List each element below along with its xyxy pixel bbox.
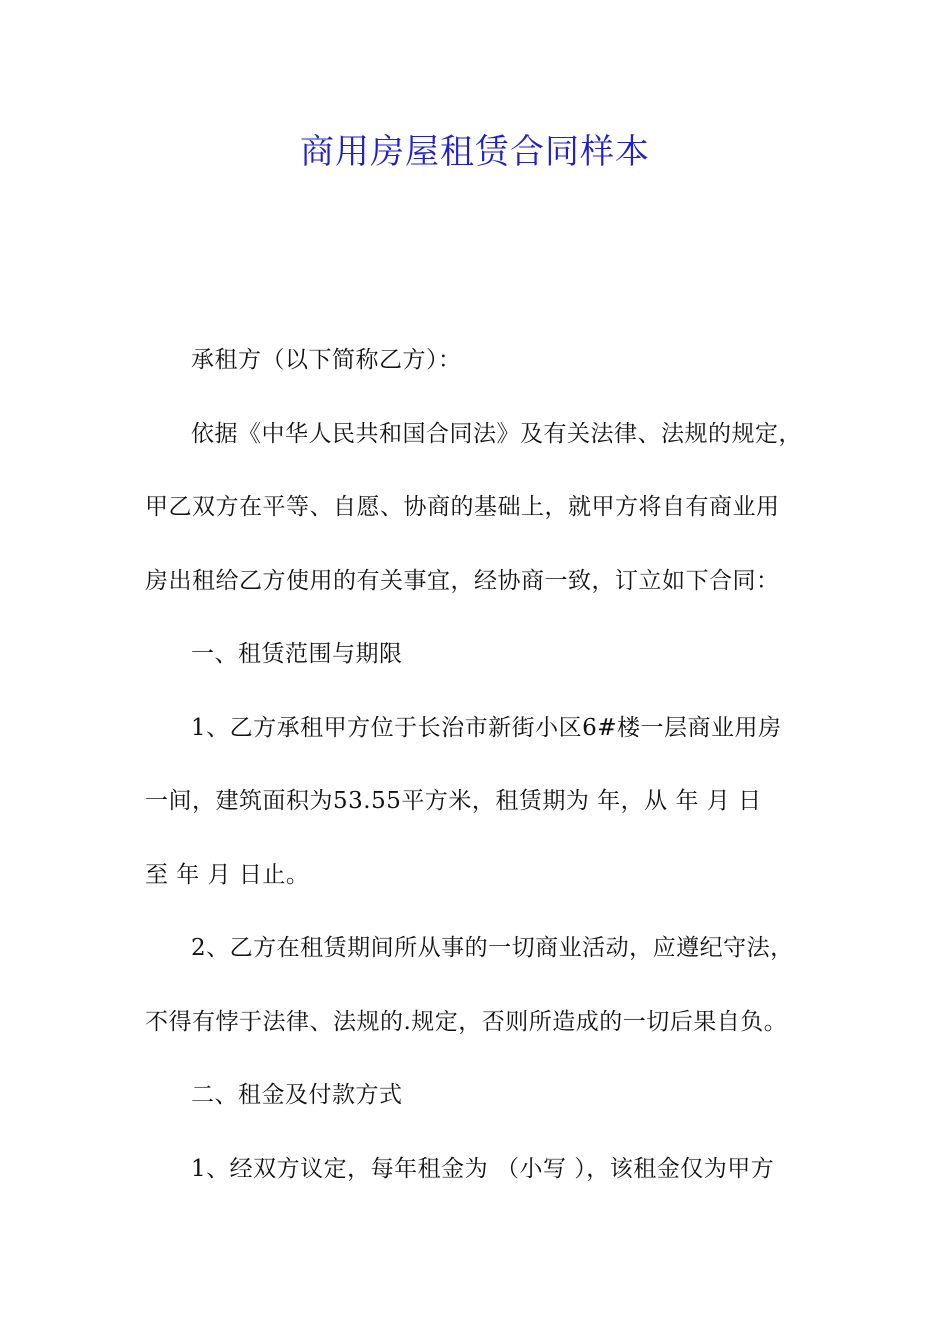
paragraph-line: 依据《中华人民共和国合同法》及有关法律、法规的规定， bbox=[191, 420, 802, 447]
section-heading: 一、租赁范围与期限 bbox=[191, 641, 403, 667]
paragraph-line: 甲乙双方在平等、自愿、协商的基础上，就甲方将自有商业用 bbox=[145, 494, 780, 520]
paragraph-line: 不得有悖于法律、法规的.规定，否则所造成的一切后果自负。 bbox=[145, 1008, 788, 1035]
contract-body bbox=[145, 332, 825, 1214]
paragraph-line: 承租方（以下简称乙方）： bbox=[191, 347, 462, 373]
paragraph-line: 一间，建筑面积为53.55平方米，租赁期为 年，从 年 月 日 bbox=[145, 788, 762, 814]
paragraph-line: 1、乙方承租甲方位于长治市新街小区6#楼一层商业用房 bbox=[191, 714, 782, 741]
paragraph-line: 房出租给乙方使用的有关事宜，经协商一致，订立如下合同： bbox=[145, 567, 780, 594]
paragraph-line: 1、经双方议定，每年租金为 （小写 ），该租金仅为甲方 bbox=[191, 1155, 775, 1182]
section-heading: 二、租金及付款方式 bbox=[191, 1082, 403, 1108]
document-title: 商用房屋租赁合同样本 bbox=[300, 132, 650, 172]
paragraph-line: 至 年 月 日止。 bbox=[145, 861, 310, 888]
paragraph-line: 2、乙方在租赁期间所从事的一切商业活动，应遵纪守法， bbox=[191, 935, 794, 961]
